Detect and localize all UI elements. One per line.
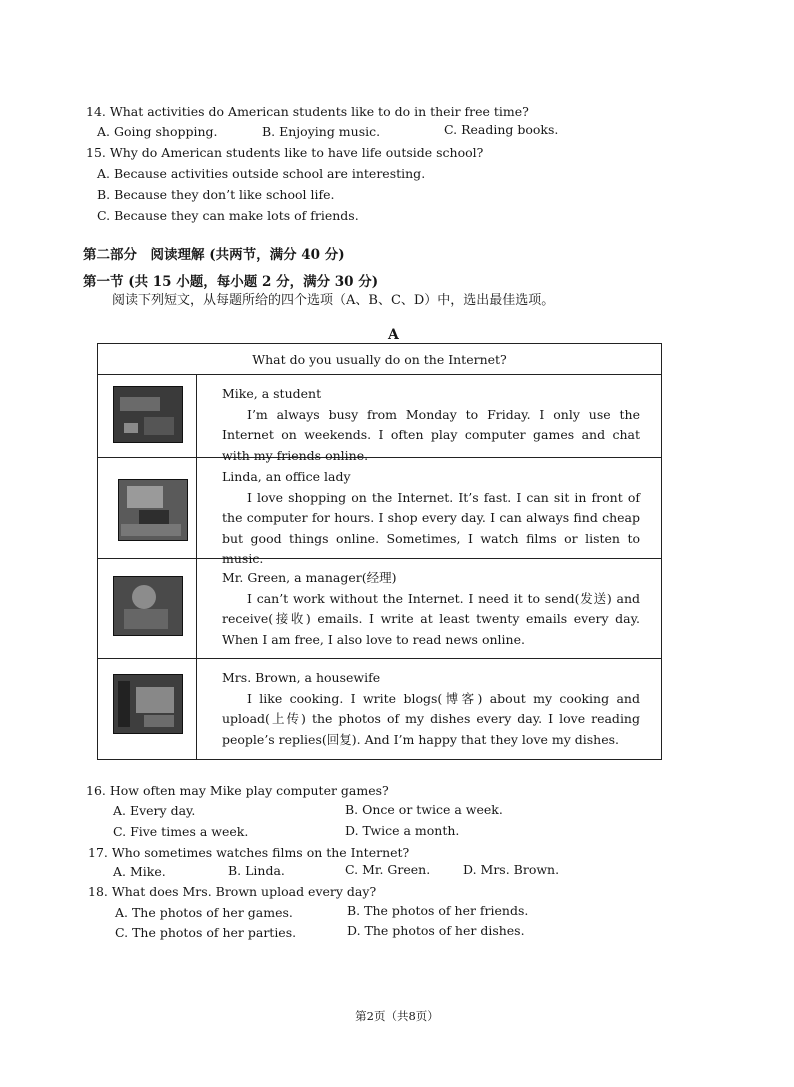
mrs-brown-text: I like cooking. I write blogs(博客) about my cooking and upload(上传) the photos of my dishes every day. I love reading people’s replies(回复). And I’m happy that they love my dishes.: [222, 690, 640, 747]
question-18-option-d: D. The photos of her dishes.: [347, 923, 525, 938]
mike-name: Mike, a student: [222, 386, 322, 401]
mr-green-cell: [222, 568, 640, 650]
question-17-option-b: B. Linda.: [228, 863, 285, 878]
question-16-stem: 16. How often may Mike play computer games?: [86, 783, 389, 798]
question-15-stem: 15. Why do American students like to have life outside school?: [86, 145, 484, 160]
question-17-option-a: A. Mike.: [113, 864, 166, 879]
table-heading: What do you usually do on the Internet?: [252, 352, 507, 367]
linda-photo: [118, 479, 188, 541]
question-18-option-c: C. The photos of her parties.: [115, 925, 297, 940]
mike-cell: [222, 384, 640, 466]
question-14-option-b: B. Enjoying music.: [262, 124, 381, 139]
passage-label: A: [388, 327, 399, 343]
mrs-brown-name: Mrs. Brown, a housewife: [222, 670, 381, 685]
mike-photo: [113, 386, 183, 443]
linda-text: I love shopping on the Internet. It’s fast. I can sit in front of the computer for hours. I shop every day. I can always find cheap but good things online. Sometimes, I watch films or listen to music.: [222, 489, 640, 566]
question-18-stem: 18. What does Mrs. Brown upload every day?: [88, 884, 377, 899]
mr-green-name: Mr. Green, a manager(经理): [222, 570, 397, 585]
question-14-option-c: C. Reading books.: [444, 122, 559, 137]
table-divider: [98, 374, 661, 375]
page-footer: 第2页（共8页）: [355, 1009, 439, 1023]
question-15-option-c: C. Because they can make lots of friends.: [97, 208, 359, 223]
question-14-stem: 14. What activities do American students like to do in their free time?: [86, 104, 529, 119]
question-16-option-b: B. Once or twice a week.: [345, 802, 503, 817]
question-16-option-a: A. Every day.: [113, 803, 196, 818]
part-title: 第二部分 阅读理解 (共两节，满分 40 分): [83, 247, 345, 263]
question-16-option-c: C. Five times a week.: [113, 824, 249, 839]
question-15-option-b: B. Because they don’t like school life.: [97, 187, 335, 202]
question-17-option-c: C. Mr. Green.: [345, 862, 431, 877]
question-18-option-b: B. The photos of her friends.: [347, 903, 529, 918]
mr-green-photo: [113, 576, 183, 636]
mike-text: I’m always busy from Monday to Friday. I only use the Internet on weekends. I often play computer games and chat with my friends online.: [222, 406, 640, 463]
instructions: 阅读下列短文，从每题所给的四个选项（A、B、C、D）中，选出最佳选项。: [112, 293, 555, 308]
mr-green-text: I can’t work without the Internet. I need it to send(发送) and receive(接收) emails. I write at least twenty emails every day. When I am free, I also love to read news online.: [222, 590, 640, 647]
mrs-brown-cell: [222, 668, 640, 750]
reading-table: [97, 343, 662, 760]
question-17-stem: 17. Who sometimes watches films on the Internet?: [88, 845, 410, 860]
linda-cell: [222, 467, 640, 570]
question-16-option-d: D. Twice a month.: [345, 823, 460, 838]
mrs-brown-photo: [113, 674, 183, 734]
question-15-option-a: A. Because activities outside school are interesting.: [97, 166, 426, 181]
table-column-divider: [196, 374, 197, 759]
table-divider: [98, 658, 661, 659]
question-17-option-d: D. Mrs. Brown.: [463, 862, 560, 877]
question-18-option-a: A. The photos of her games.: [115, 905, 293, 920]
question-14-option-a: A. Going shopping.: [97, 124, 218, 139]
section-title: 第一节 (共 15 小题，每小题 2 分，满分 30 分): [83, 274, 379, 290]
linda-name: Linda, an office lady: [222, 469, 351, 484]
